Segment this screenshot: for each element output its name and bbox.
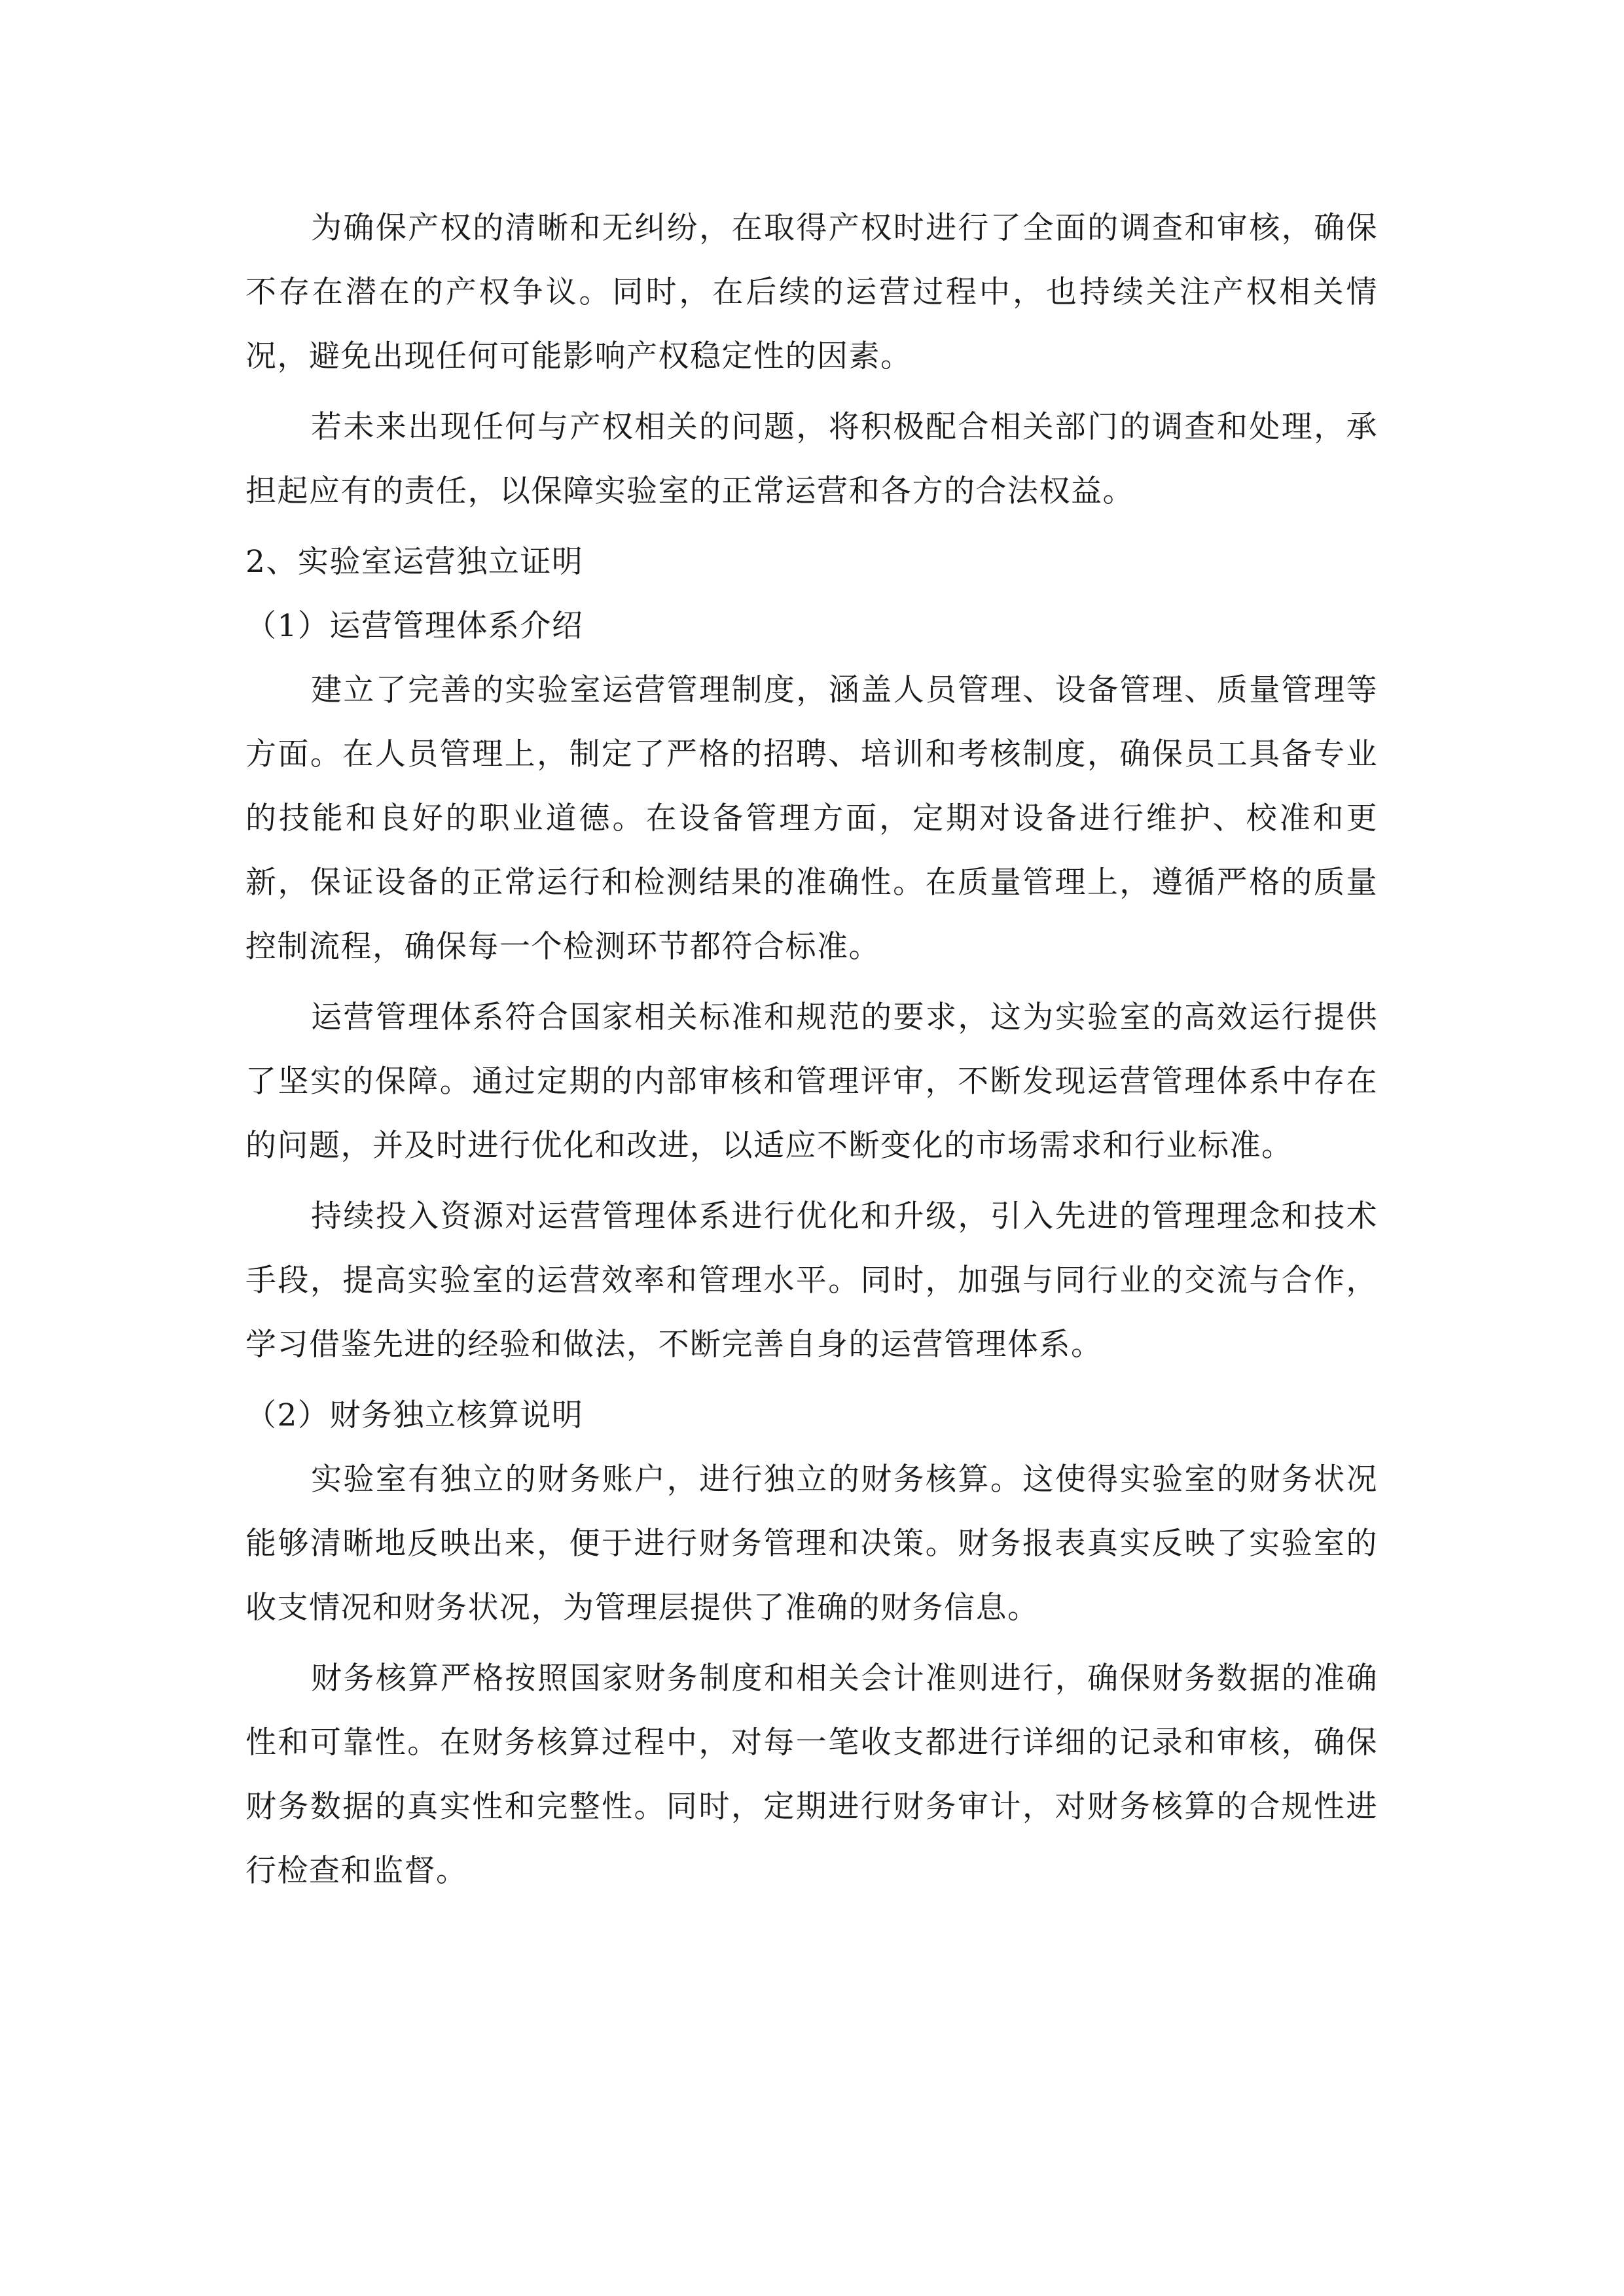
paragraph-financial-compliance: 财务核算严格按照国家财务制度和相关会计准则进行，确保财务数据的准确性和可靠性。在财务核算过程中，对每一笔收支都进行详细的记录和审核，确保财务数据的真实性和完整性。同时，定期进行财务审计，对财务核算的合规性进行检查和监督。 [245, 1660, 1378, 1889]
paragraph-management-improvement: 持续投入资源对运营管理体系进行优化和升级，引入先进的管理理念和技术手段，提高实验室的运营效率和管理水平。同时，加强与同行业的交流与合作，学习借鉴先进的经验和做法，不断完善自身的运营管理体系。 [245, 1198, 1378, 1363]
paragraph-financial-account: 实验室有独立的财务账户，进行独立的财务核算。这使得实验室的财务状况能够清晰地反映出来，便于进行财务管理和决策。财务报表真实反映了实验室的收支情况和财务状况，为管理层提供了准确的财务信息。 [245, 1462, 1378, 1626]
subheading-financial-accounting: （2）财务独立核算说明 [245, 1397, 584, 1433]
document-body [245, 196, 1378, 1910]
paragraph-property-responsibility: 若未来出现任何与产权相关的问题，将积极配合相关部门的调查和处理，承担起应有的责任，以保障实验室的正常运营和各方的合法权益。 [245, 409, 1378, 509]
subheading-management-system: （1）运营管理体系介绍 [245, 608, 584, 644]
paragraph-property-verification: 为确保产权的清晰和无纠纷，在取得产权时进行了全面的调查和审核，确保不存在潜在的产权争议。同时，在后续的运营过程中，也持续关注产权相关情况，避免出现任何可能影响产权稳定性的因素。 [245, 210, 1378, 374]
paragraph-management-standards: 运营管理体系符合国家相关标准和规范的要求，这为实验室的高效运行提供了坚实的保障。通过定期的内部审核和管理评审，不断发现运营管理体系中存在的问题，并及时进行优化和改进，以适应不断变化的市场需求和行业标准。 [245, 999, 1378, 1164]
paragraph-management-system-intro: 建立了完善的实验室运营管理制度，涵盖人员管理、设备管理、质量管理等方面。在人员管理上，制定了严格的招聘、培训和考核制度，确保员工具备专业的技能和良好的职业道德。在设备管理方面，定期对设备进行维护、校准和更新，保证设备的正常运行和检测结果的准确性。在质量管理上，遵循严格的质量控制流程，确保每一个检测环节都符合标准。 [245, 672, 1378, 965]
section-heading-operation-independence: 2、实验室运营独立证明 [245, 544, 584, 580]
